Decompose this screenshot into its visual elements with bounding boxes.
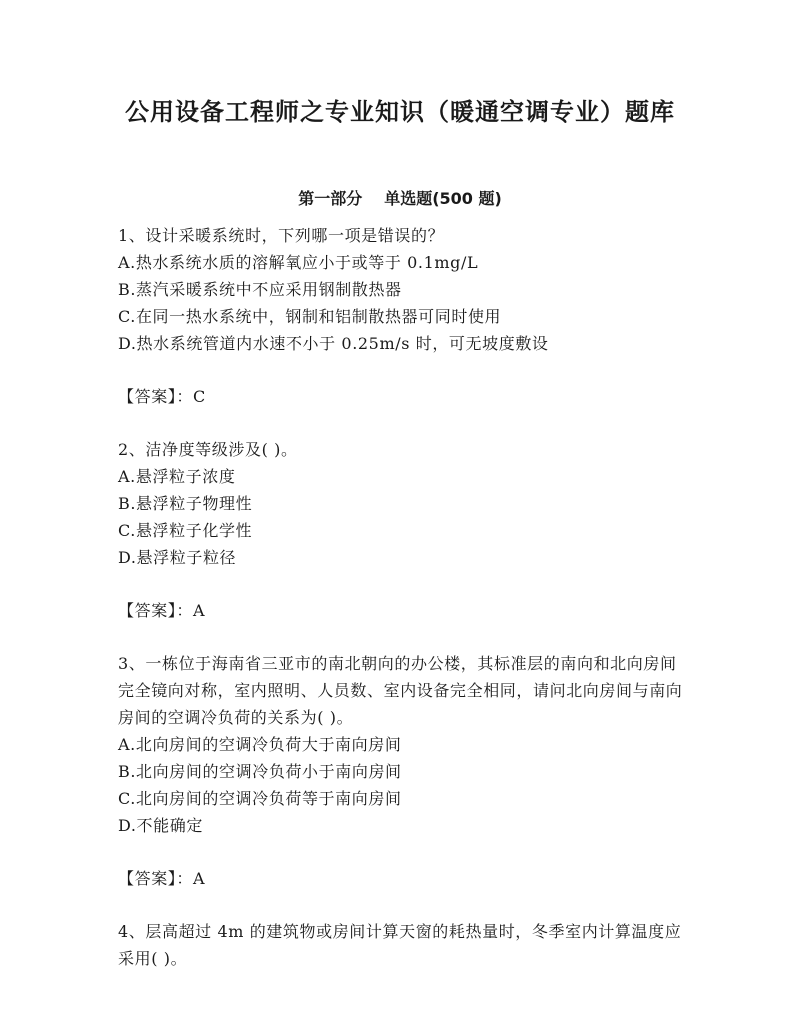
- option-c: C.在同一热水系统中，钢制和铝制散热器可同时使用: [118, 307, 502, 326]
- option-d: D.悬浮粒子粒径: [118, 548, 237, 567]
- question-3: [118, 650, 688, 839]
- option-c: C.北向房间的空调冷负荷等于南向房间: [118, 789, 402, 808]
- option-a: A.悬浮粒子浓度: [118, 467, 236, 486]
- answer-1: [118, 383, 688, 410]
- answer-2: [118, 597, 688, 624]
- option-a: A.北向房间的空调冷负荷大于南向房间: [118, 735, 402, 754]
- question-stem: 2、洁净度等级涉及( )。: [118, 440, 298, 459]
- option-a: A.热水系统水质的溶解氧应小于或等于 0.1mg/L: [118, 253, 479, 272]
- option-b: B.北向房间的空调冷负荷小于南向房间: [118, 762, 402, 781]
- question-2: [118, 436, 688, 571]
- question-4: [118, 918, 688, 972]
- answer-text: 【答案】：C: [118, 387, 206, 406]
- section-part: 第一部分: [298, 189, 363, 208]
- answer-text: 【答案】：A: [118, 869, 206, 888]
- answer-text: 【答案】：A: [118, 601, 206, 620]
- answer-3: [118, 865, 688, 892]
- option-c: C.悬浮粒子化学性: [118, 521, 253, 540]
- option-b: B.蒸汽采暖系统中不应采用钢制散热器: [118, 280, 402, 299]
- document-title: 公用设备工程师之专业知识（暖通空调专业）题库: [125, 97, 675, 126]
- option-d: D.不能确定: [118, 816, 203, 835]
- question-stem: 4、层高超过 4m 的建筑物或房间计算天窗的耗热量时，冬季室内计算温度应采用( )。: [118, 922, 682, 968]
- question-list: [118, 222, 688, 998]
- option-b: B.悬浮粒子物理性: [118, 494, 253, 513]
- option-d: D.热水系统管道内水速不小于 0.25m/s 时，可无坡度敷设: [118, 334, 549, 353]
- question-stem: 3、一栋位于海南省三亚市的南北朝向的办公楼，其标准层的南向和北向房间完全镜向对称，室内照明、人员数、室内设备完全相同，请问北向房间与南向房间的空调冷负荷的关系为( )。: [118, 654, 683, 727]
- question-stem: 1、设计采暖系统时，下列哪一项是错误的？: [118, 226, 445, 245]
- question-1: [118, 222, 688, 357]
- section-heading: [0, 186, 800, 209]
- section-name: 单选题(500 题): [384, 189, 502, 208]
